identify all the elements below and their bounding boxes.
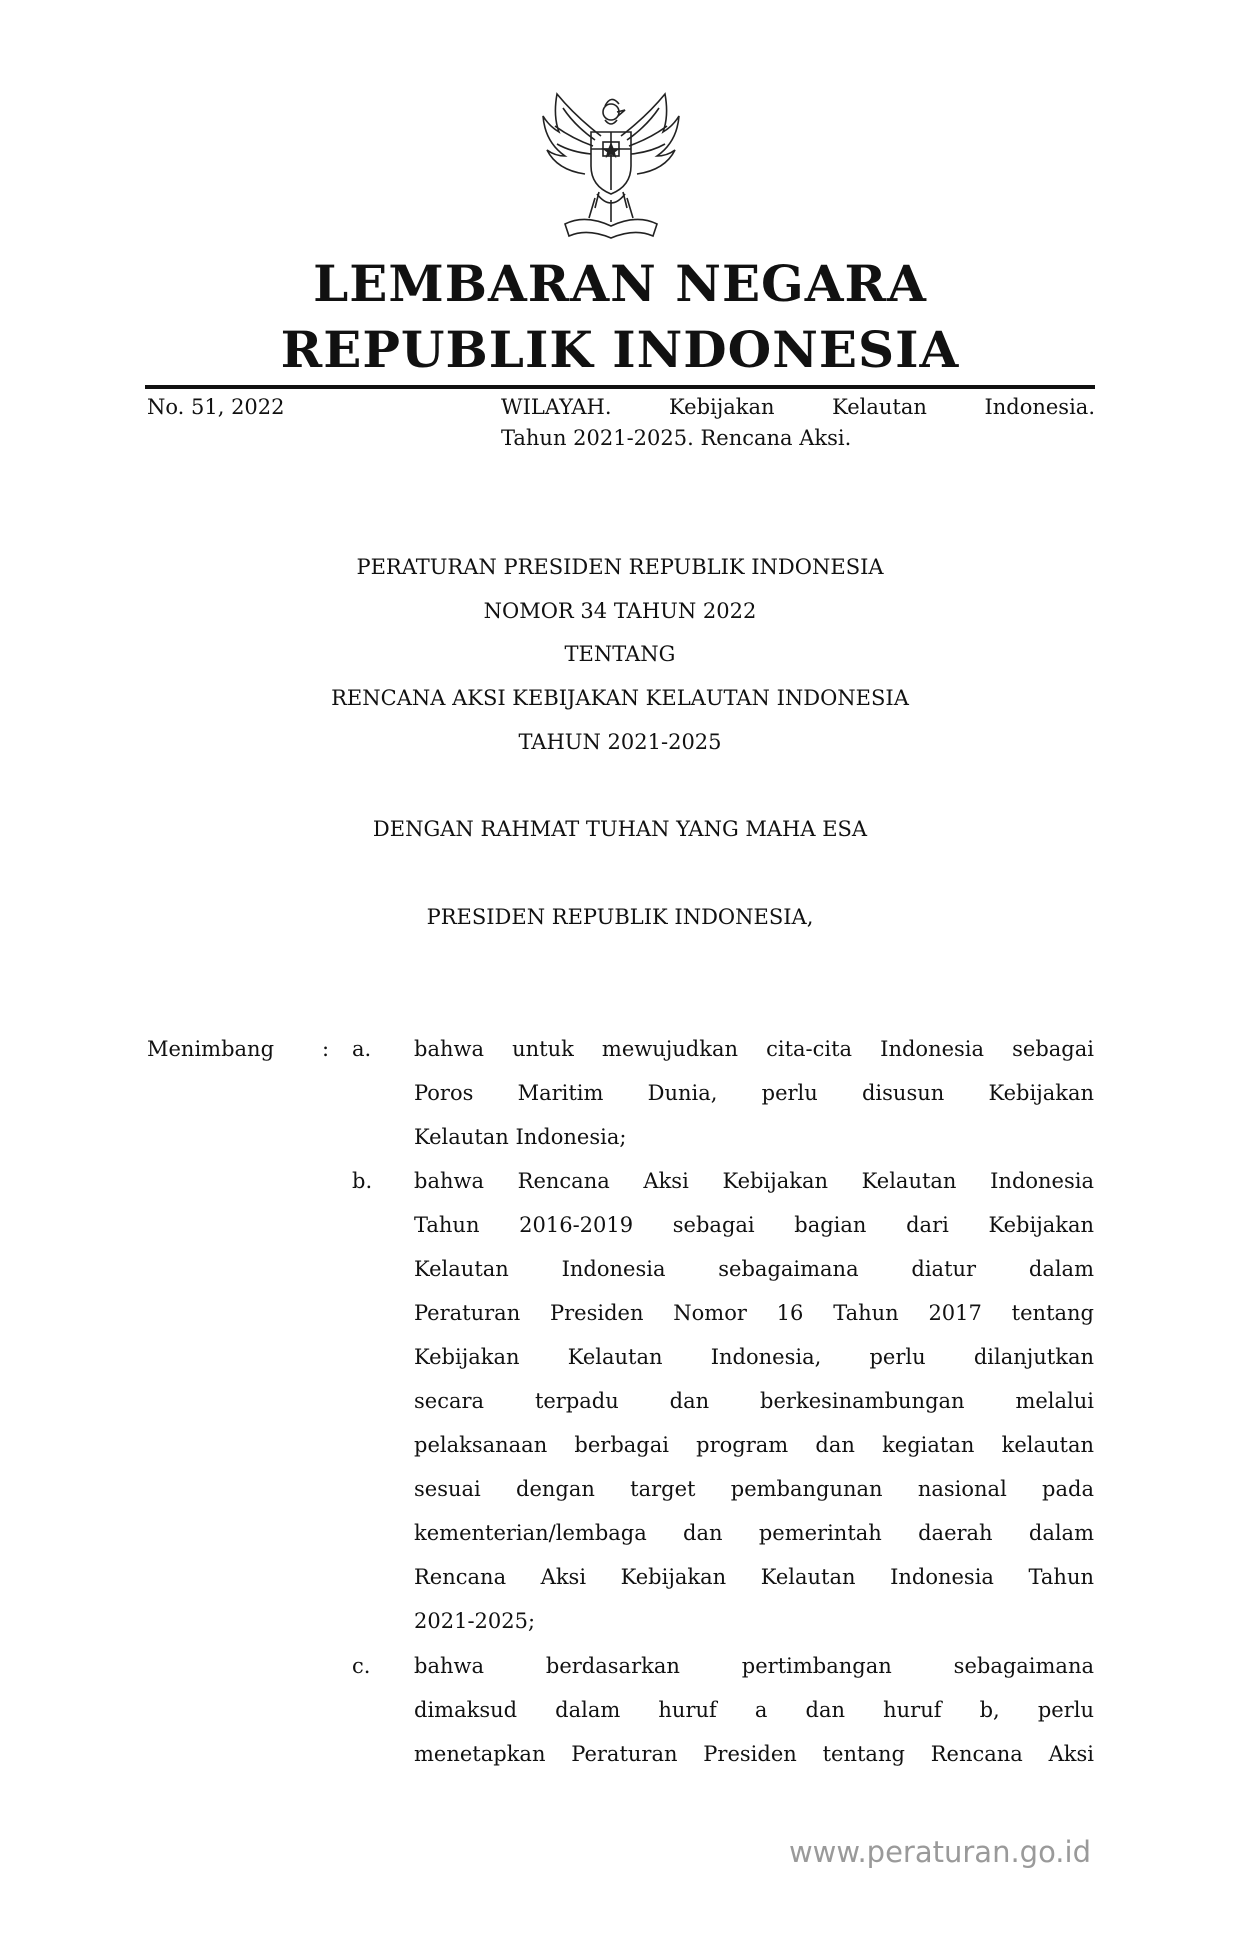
text-line: menetapkan Peraturan Presiden tentang Rencana Aksi bbox=[414, 1742, 1094, 1766]
considering-label: Menimbang bbox=[147, 1037, 275, 1061]
text-line: Poros Maritim Dunia, perlu disusun Kebijakan bbox=[414, 1081, 1094, 1105]
text-line: Kelautan Indonesia sebagaimana diatur dalam bbox=[414, 1257, 1094, 1281]
item-letter-a: a. bbox=[352, 1037, 372, 1061]
masthead-divider bbox=[145, 385, 1095, 389]
considering-colon: : bbox=[322, 1037, 330, 1061]
issuer: PRESIDEN REPUBLIK INDONESIA, bbox=[426, 905, 814, 929]
text-line: Rencana Aksi Kebijakan Kelautan Indonesia Tahun bbox=[414, 1565, 1094, 1589]
regulation-title: PERATURAN PRESIDEN REPUBLIK INDONESIA bbox=[356, 555, 884, 579]
text-line: bahwa untuk mewujudkan cita-cita Indonesia sebagai bbox=[414, 1037, 1094, 1061]
text-line: Tahun 2016-2019 sebagai bagian dari Kebijakan bbox=[414, 1213, 1094, 1237]
text-line: secara terpadu dan berkesinambungan melalui bbox=[414, 1389, 1094, 1413]
text-line: kementerian/lembaga dan pemerintah daerah dalam bbox=[414, 1521, 1094, 1545]
item-letter-b: b. bbox=[352, 1169, 373, 1193]
text-line: Kelautan Indonesia; bbox=[414, 1125, 627, 1149]
gazette-number: No. 51, 2022 bbox=[147, 395, 285, 419]
regulation-number: NOMOR 34 TAHUN 2022 bbox=[483, 599, 757, 623]
masthead-line-2: REPUBLIK INDONESIA bbox=[280, 320, 960, 379]
text-line: 2021-2025; bbox=[414, 1609, 536, 1633]
text-line: bahwa berdasarkan pertimbangan sebagaimana bbox=[414, 1654, 1094, 1678]
invocation: DENGAN RAHMAT TUHAN YANG MAHA ESA bbox=[372, 817, 868, 841]
text-line: Kebijakan Kelautan Indonesia, perlu dilanjutkan bbox=[414, 1345, 1094, 1369]
gazette-description-line-1: WILAYAH. Kebijakan Kelautan Indonesia. bbox=[501, 395, 1095, 419]
regulation-about: TENTANG bbox=[564, 642, 676, 666]
regulation-period: TAHUN 2021-2025 bbox=[518, 730, 722, 754]
considering-item-a bbox=[414, 1034, 1094, 1166]
text-line: bahwa Rencana Aksi Kebijakan Kelautan Indonesia bbox=[414, 1169, 1094, 1193]
text-line: dimaksud dalam huruf a dan huruf b, perlu bbox=[414, 1698, 1094, 1722]
item-letter-c: c. bbox=[352, 1654, 371, 1678]
text-line: pelaksanaan berbagai program dan kegiatan kelautan bbox=[414, 1433, 1094, 1457]
masthead-line-1: LEMBARAN NEGARA bbox=[313, 254, 927, 313]
considering-item-c bbox=[414, 1651, 1094, 1783]
source-url: www.peraturan.go.id bbox=[788, 1835, 1091, 1869]
regulation-subject: RENCANA AKSI KEBIJAKAN KELAUTAN INDONESIA bbox=[331, 686, 909, 710]
gazette-description-line-2: Tahun 2021-2025. Rencana Aksi. bbox=[501, 426, 852, 450]
considering-item-b bbox=[414, 1166, 1094, 1650]
text-line: Peraturan Presiden Nomor 16 Tahun 2017 tentang bbox=[414, 1301, 1094, 1325]
gazette-description bbox=[501, 392, 1095, 454]
text-line: sesuai dengan target pembangunan nasional pada bbox=[414, 1477, 1094, 1501]
garuda-emblem-icon bbox=[535, 86, 687, 246]
